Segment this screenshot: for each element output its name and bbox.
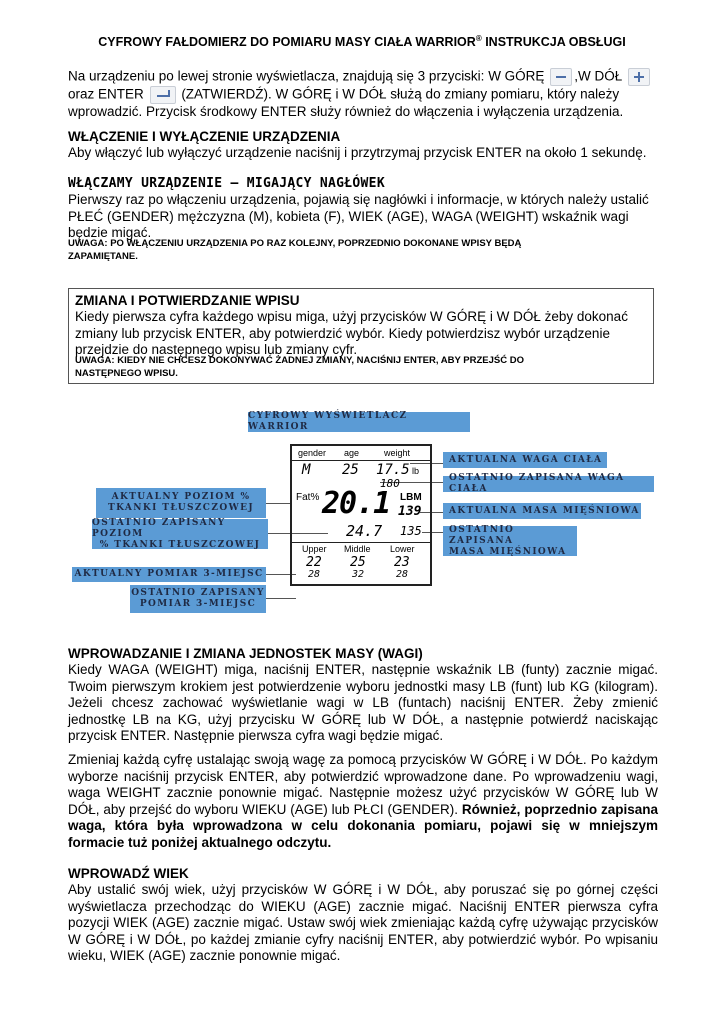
lcd-weight: 17.5: [376, 462, 410, 478]
lcd-lower-saved: 28: [396, 569, 409, 580]
label-current-weight: AKTUALNA WAGA CIAŁA: [443, 452, 607, 468]
label-three: AKTUALNY POMIAR 3-MIEJSC: [72, 567, 266, 582]
lcd-age-header: age: [344, 448, 360, 458]
lcd-lower-value: 23: [394, 555, 410, 570]
connector-line: [266, 598, 296, 599]
lcd-unit: lb: [412, 466, 420, 476]
minus-icon: [550, 68, 572, 86]
age-paragraph: Aby ustalić swój wiek, użyj przycisków W GÓRĘ i W DÓŁ, aby poruszać się po górnej części wyświetlacza przechodząc do WIEKU (AGE) zacznie migać. Naciśnij ENTER pierwsza cyfra pozycji WIEK (AGE) zacznie migać. Ustaw swój wiek zmieniając każdą cyfrę używając przycisków W GÓRĘ i W DÓŁ, po każdej zmianie cyfry naciśnij ENTER, aby potwierdzić wybór. Po wpisaniu wieku, WIEK (AGE) zacznie ponownie migać.: [68, 882, 658, 963]
lcd-upper-label: Upper: [302, 544, 327, 554]
label-muscle: AKTUALNA MASA MIĘŚNIOWA: [443, 503, 641, 519]
page-title: CYFROWY FAŁDOMIERZ DO POMIARU MASY CIAŁA WARRIOR® INSTRUKCJA OBSŁUGI: [98, 34, 626, 50]
label-saved-three: OSTATNIO ZAPISANY POMIAR 3-MIEJSC: [130, 585, 266, 613]
plus-icon: [628, 68, 650, 86]
box-heading: ZMIANA I POTWIERDZANIE WPISU: [75, 293, 300, 308]
lcd-fat-label: Fat%: [296, 492, 320, 503]
label-fat: AKTUALNY POZIOM % TKANKI TŁUSZCZOWEJ: [96, 488, 266, 518]
lcd-age: 25: [342, 462, 359, 478]
lcd-middle-saved: 32: [352, 569, 365, 580]
connector-line: [266, 503, 290, 504]
label-saved-weight: OSTATNIO ZAPISANA WAGA CIAŁA: [443, 476, 654, 492]
box-warning: UWAGA: KIEDY NIE CHCESZ DOKONYWAĆ ŻADNEJ ZMIANY, NACIŚNIJ ENTER, ABY PRZEJŚĆ DO NASTĘPNEGO WPISU.: [75, 355, 525, 379]
blink-heading: WŁĄCZAMY URZĄDZENIE – MIGAJĄCY NAGŁÓWEK: [68, 176, 385, 191]
lcd-saved-fat: 24.7: [346, 522, 383, 540]
label-saved-muscle: OSTATNIO ZAPISANA MASA MIĘŚNIOWA: [443, 526, 577, 556]
blink-warning: UWAGA: PO WŁĄCZENIU URZĄDZENIA PO RAZ KOLEJNY, POPRZEDNIO DOKONANE WPISY BĘDĄ ZAPAMIĘTANE.: [68, 238, 522, 262]
lcd-upper-value: 22: [306, 555, 322, 570]
box-text: Kiedy pierwsza cyfra każdego wpisu miga, użyj przycisków W GÓRĘ i W DÓŁ żeby dokonać zmiany lub przycisk ENTER, aby potwierdzić wybór. Kiedy potwierdzisz wybór urządzenie przejdzie do następnego wpisu lub zmiany cyfr.: [75, 309, 628, 357]
lcd-gender-header: gender: [298, 448, 327, 458]
lcd-middle-label: Middle: [344, 544, 371, 554]
onoff-heading: WŁĄCZENIE I WYŁĄCZENIE URZĄDZENIA: [68, 129, 341, 144]
lcd-gender: M: [302, 462, 311, 478]
lcd-saved-lbm: 135: [400, 524, 422, 538]
intro-paragraph: Na urządzeniu po lewej stronie wyświetlacza, znajdują się 3 przyciski: W GÓRĘ ,W DÓŁ oraz ENTER (ZATWIERDŹ). W GÓRĘ i W DÓŁ służą do zmiany pomiaru, który należy wprowadzić. Przycisk środkowy ENTER służy również do włączenia i wyłączenia urządzenia.: [68, 68, 658, 121]
lcd-middle-value: 25: [350, 555, 366, 570]
onoff-text: Aby włączyć lub wyłączyć urządzenie naciśnij i przytrzymaj przycisk ENTER na około 1 sekundę.: [68, 145, 647, 160]
units-heading: WPROWADZANIE I ZMIANA JEDNOSTEK MASY (WAGI): [68, 646, 423, 661]
lcd-upper-saved: 28: [308, 569, 321, 580]
lcd-weight-header: weight: [384, 448, 411, 458]
units-paragraph-1: Kiedy WAGA (WEIGHT) miga, naciśnij ENTER, następnie wskaźnik LB (funty) zacznie migać. Twoim pierwszym krokiem jest potwierdzenie wyboru jednostki masy LB (funt) lub KG (kilogram). Jeżeli chcesz zachować wyświetlanie wagi w LB (funtach) naciśnij ENTER. Żeby zmienić jednostkę LB na KG, użyj przycisku W GÓRĘ lub W DÓŁ, a następnie potwierdź naciskając przycisk ENTER. Następnie pierwsza cyfra wagi będzie migać.: [68, 662, 658, 743]
blink-text: Pierwszy raz po włączeniu urządzenia, pojawią się nagłówki i informacje, w których należy ustalić PŁEĆ (GENDER) mężczyzna (M), kobieta (F), WIEK (AGE), WAGA (WEIGHT) wskaźnik wagi będzie migać.: [68, 192, 649, 240]
age-heading: WPROWADŹ WIEK: [68, 866, 189, 881]
change-confirm-box: [68, 288, 654, 384]
enter-icon: [150, 86, 176, 104]
lcd-lower-label: Lower: [390, 544, 415, 554]
lcd-fat: 20.1: [322, 486, 391, 521]
lcd-lbm: 139: [398, 504, 422, 519]
figure-banner: CYFROWY WYŚWIETLACZ WARRIOR: [248, 412, 470, 432]
label-saved-fat: OSTATNIO ZAPISANY POZIOM % TKANKI TŁUSZCZOWEJ: [92, 519, 268, 549]
lcd-display: [290, 444, 432, 586]
lcd-saved-weight: 180: [380, 477, 400, 490]
lcd-lbm-label: LBM: [400, 492, 422, 503]
units-paragraph-2: Zmieniaj każdą cyfrę ustalając swoją wagę za pomocą przycisków W GÓRĘ i W DÓŁ. Po każdym wyborze naciśnij przycisk ENTER, aby potwierdzić wprowadzone dane. Po wprowadzeniu wagi, waga WEIGHT zacznie ponownie migać. Następnie możesz użyć przycisków W GÓRĘ lub W DÓŁ, aby przejść do wyboru WIEKU (AGE) lub PŁCI (GENDER). Również, poprzednio zapisana waga, która była wprowadzona w celu dokonania pomiaru, pojawi się w mniejszym formacie tuż poniżej aktualnego odczytu.: [68, 752, 659, 850]
